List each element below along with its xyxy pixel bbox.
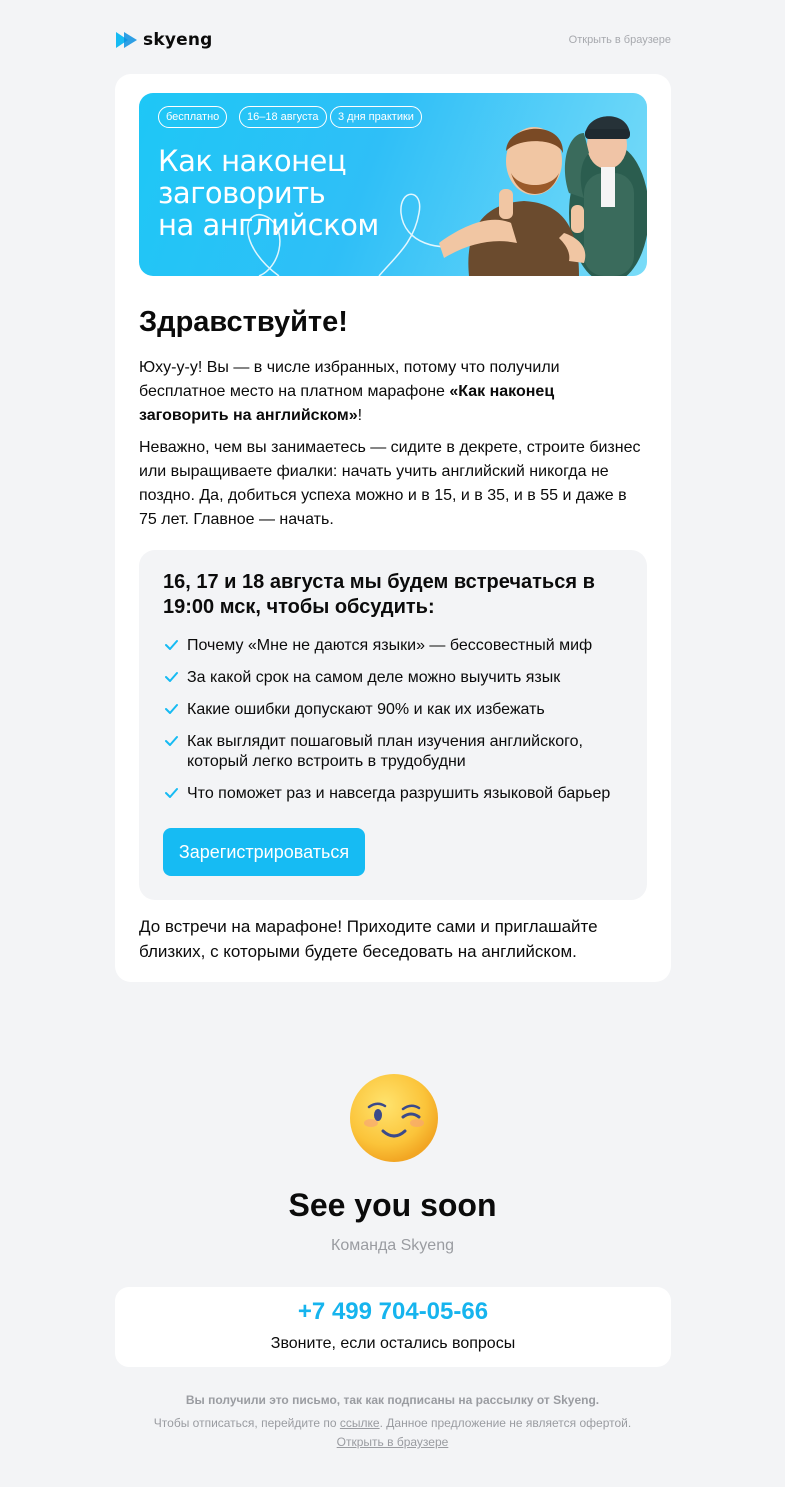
logo-text: skyeng <box>143 30 213 50</box>
phone-link[interactable]: +7 499 704-05-66 <box>297 1298 489 1325</box>
phone-note: Звоните, если остались вопросы <box>270 1335 516 1352</box>
see-you-soon-heading: See you soon <box>288 1187 497 1223</box>
agenda-box <box>139 550 647 900</box>
agenda-item: Какие ошибки допускают 90% и как их избежать <box>163 700 623 720</box>
subscription-notice: Вы получили это письмо, так как подписаны на рассылку от Skyeng. <box>185 1393 600 1407</box>
pill-practice: 3 дня практики <box>330 106 422 128</box>
agenda-item: За какой срок на самом деле можно выучить язык <box>163 668 623 688</box>
pill-free: бесплатно <box>158 106 227 128</box>
check-icon <box>165 787 178 799</box>
agenda-list <box>163 636 623 816</box>
pill-dates: 16–18 августа <box>239 106 327 128</box>
unsubscribe-link[interactable]: ссылке <box>339 1416 380 1430</box>
skyeng-logo-icon <box>115 31 139 49</box>
footer-open-in-browser-link[interactable]: Открыть в браузере <box>336 1435 449 1449</box>
open-in-browser-link[interactable]: Открыть в браузере <box>568 34 671 46</box>
intro-paragraph: Юху-у-у! Вы — в числе избранных, потому что получили бесплатное место на платном марафоне «Как наконец заговорить на английском»! <box>139 359 560 424</box>
skyeng-logo[interactable] <box>115 30 213 50</box>
check-icon <box>165 735 178 747</box>
email-header <box>115 28 671 52</box>
promo-banner[interactable] <box>139 93 647 276</box>
check-icon <box>165 703 178 715</box>
banner-title: Как наконец заговорить на английском <box>158 144 379 242</box>
winking-face-icon <box>349 1073 439 1163</box>
unsubscribe-notice: Чтобы отписаться, перейдите по ссылке. Данное предложение не является офертой. <box>153 1416 632 1430</box>
marathon-name: «Как наконец заговорить на английском» <box>139 383 555 424</box>
closing-paragraph: До встречи на марафоне! Приходите сами и приглашайте близких, с которыми будете беседовать на английском. <box>139 917 598 961</box>
register-button[interactable]: Зарегистрироваться <box>163 828 365 876</box>
contact-card <box>115 1287 671 1367</box>
agenda-item: Что поможет раз и навсегда разрушить языковой барьер <box>163 784 623 804</box>
check-icon <box>165 671 178 683</box>
footer-open-browser <box>0 1435 785 1449</box>
greeting-heading: Здравствуйте! <box>139 306 348 338</box>
team-signature: Команда Skyeng <box>331 1237 454 1254</box>
motivation-paragraph: Неважно, чем вы занимаетесь — сидите в декрете, строите бизнес или выращиваете фиалки: начать учить английский никогда не поздно. Да, добиться успеха можно и в 15, и в 35, и в 55 и даже в 75 лет. Главное — начать. <box>139 439 641 528</box>
agenda-title: 16, 17 и 18 августа мы будем встречаться в 19:00 мск, чтобы обсудить: <box>163 571 595 618</box>
main-card <box>115 74 671 982</box>
agenda-item: Как выглядит пошаговый план изучения английского, который легко встроить в трудобудни <box>163 732 623 772</box>
check-icon <box>165 639 178 651</box>
agenda-item: Почему «Мне не даются языки» — бессовестный миф <box>163 636 623 656</box>
